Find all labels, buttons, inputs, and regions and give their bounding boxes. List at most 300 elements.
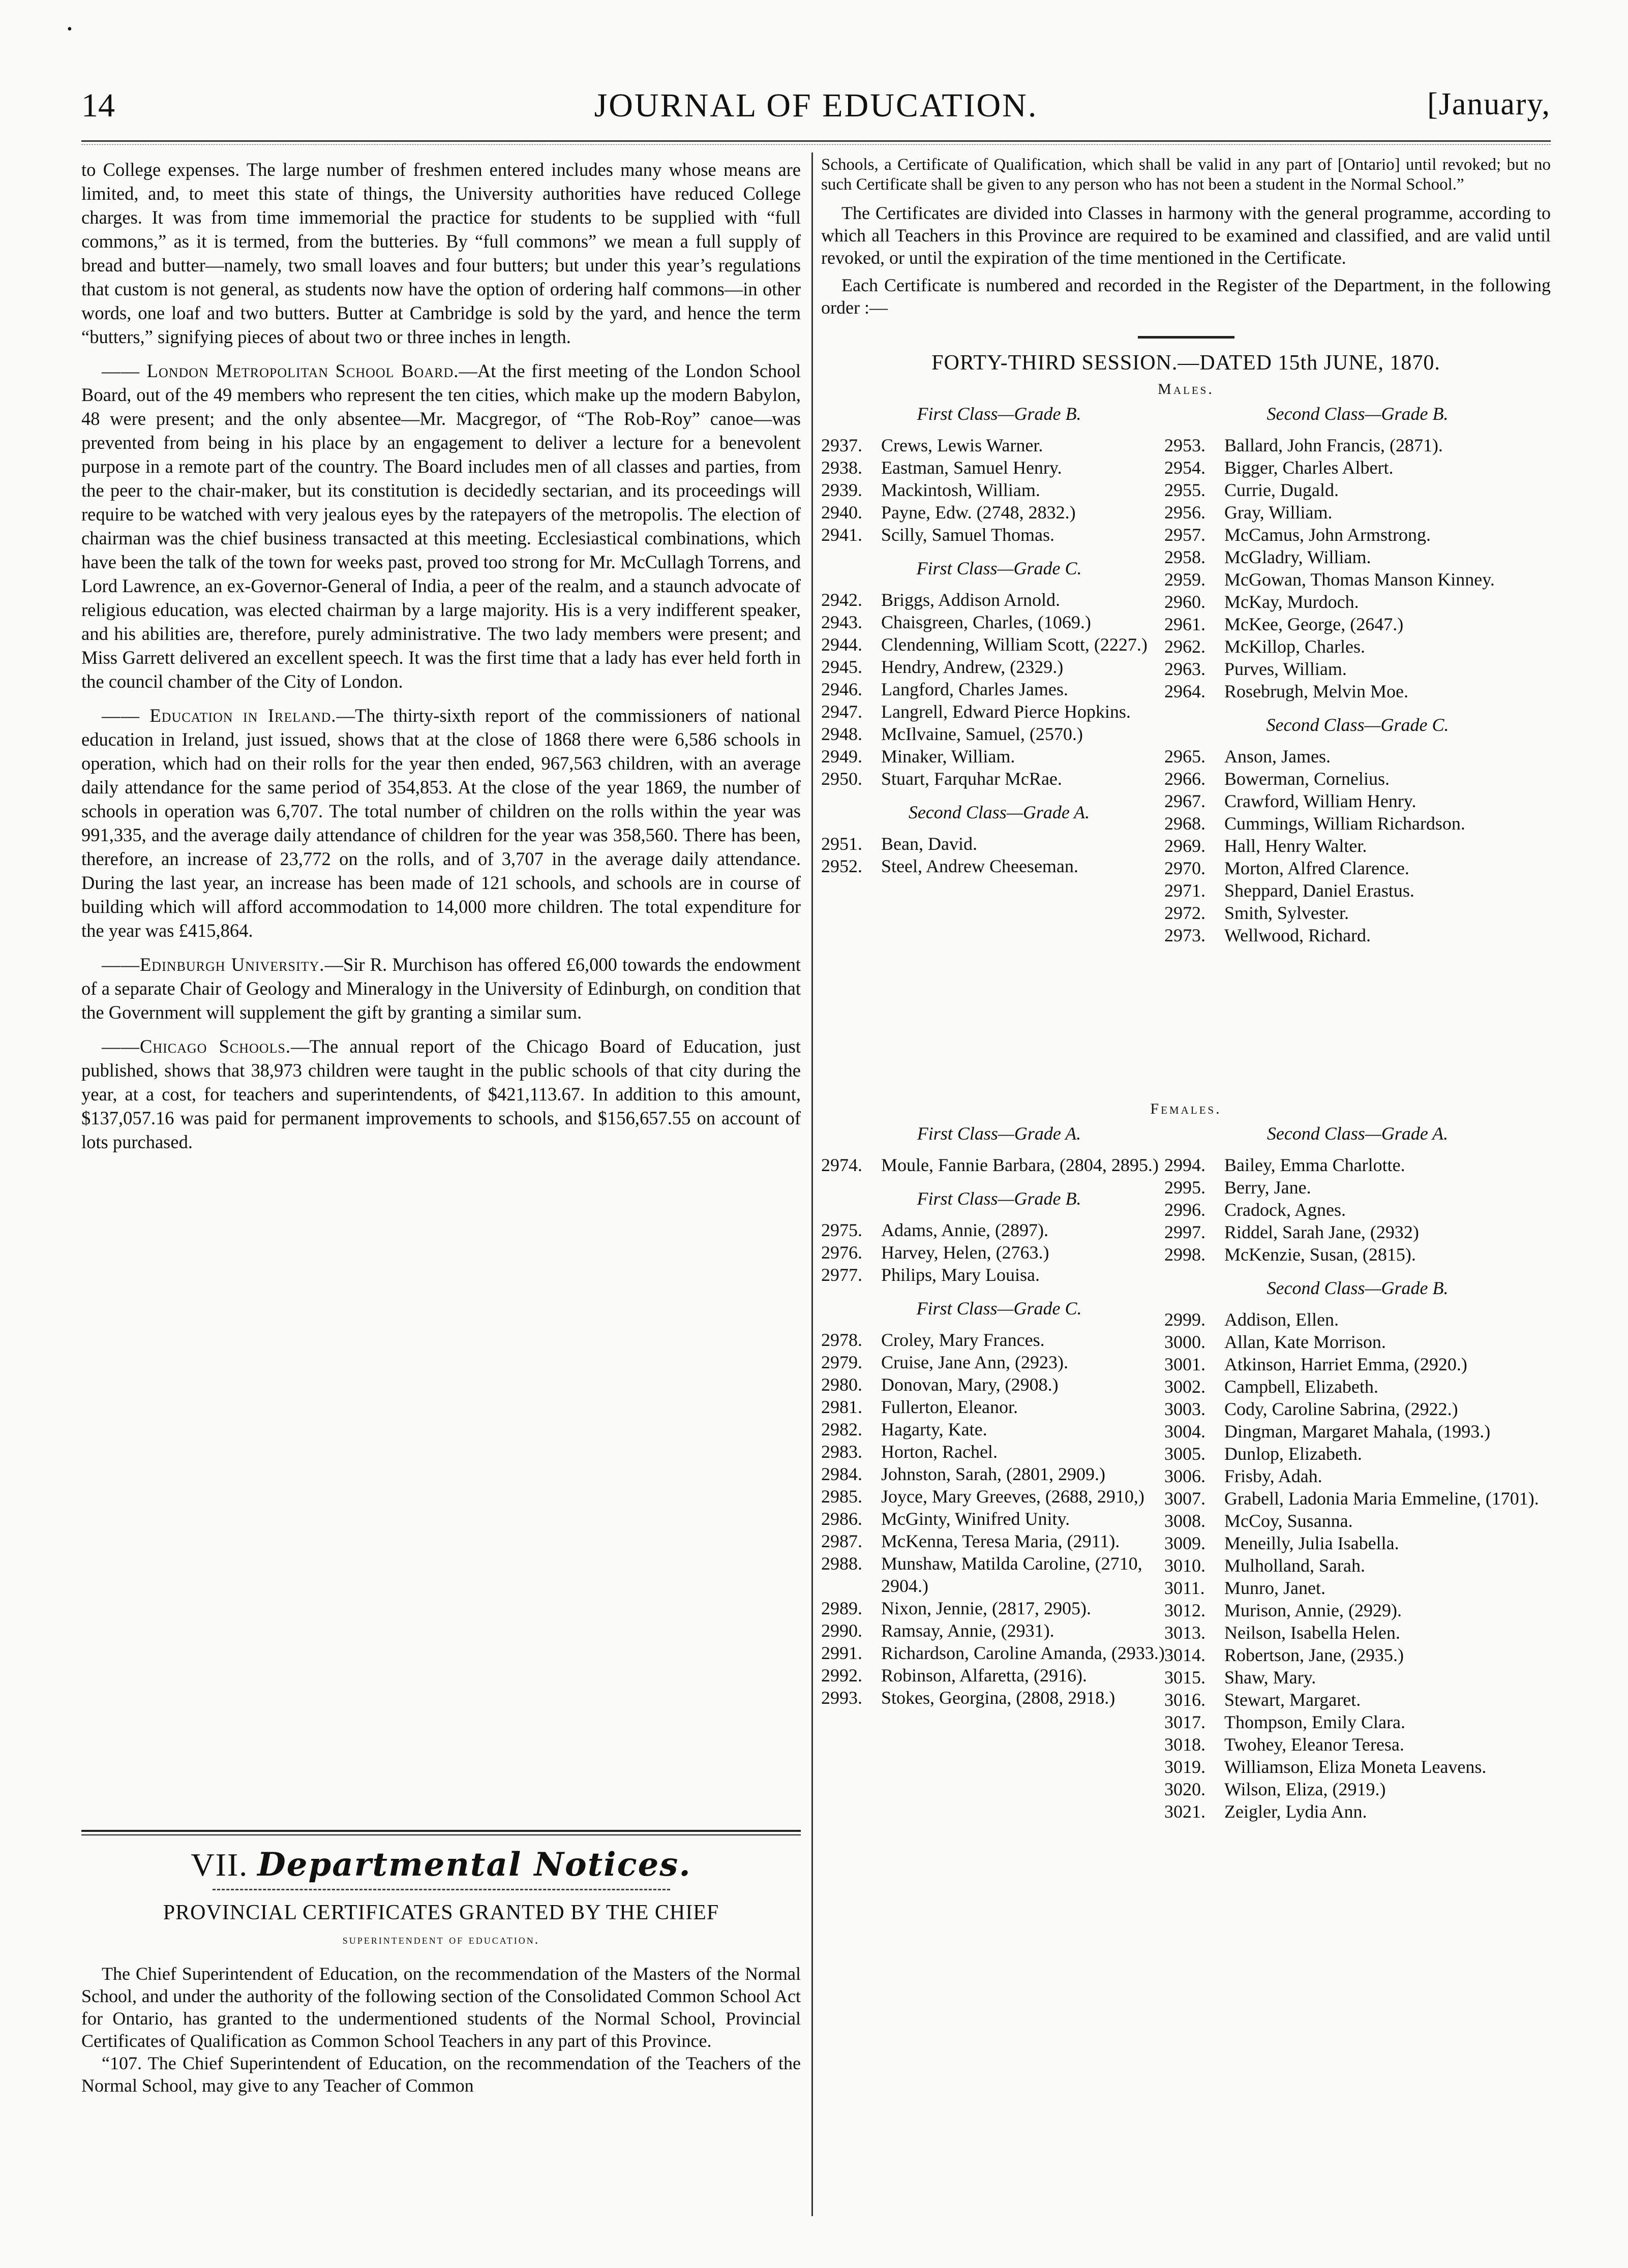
females-column-right	[1164, 1122, 1551, 1823]
males-label: Males.	[1158, 381, 1214, 397]
certificate-number: 2983.	[821, 1442, 862, 1462]
certificate-entry	[1164, 479, 1551, 501]
text-education-ireland: —The thirty-sixth report of the commissioners of national education in Ireland, just issued, shows that at the close of 1868 there were 6,586 schools in operation, which had on their rolls for the year then ended, 967,563 children, with an average daily attendance for the same period of 354,853. At the close of the year 1869, the number of schools in operation was 6,707. The total number of children on the rolls within the year was 991,335, and the average daily attendance of children for the year was 358,560. There has been, therefore, an increase of 23,772 on the rolls, and of 3,707 in the average daily attendance. During the last year, an increase has been made of 121 schools, and schools are in course of building which will afford accommodation to 14,000 more children. The total expenditure for the year was £415,864.	[81, 705, 801, 941]
month-label: [January,	[1427, 87, 1551, 121]
certificate-number: 2975.	[821, 1220, 862, 1240]
teacher-name: Briggs, Addison Arnold.	[881, 590, 1061, 610]
teacher-name: Wellwood, Richard.	[1224, 925, 1371, 945]
certificate-entry	[821, 700, 1177, 723]
teacher-name: McIlvaine, Samuel, (2570.)	[881, 724, 1083, 744]
certificate-entry	[821, 1642, 1177, 1664]
certificate-entry	[821, 745, 1177, 768]
header-rule-dashed	[81, 144, 1551, 145]
certificate-number: 2959.	[1164, 569, 1205, 590]
teacher-name: McKee, George, (2647.)	[1224, 614, 1404, 634]
certificate-number: 2988.	[821, 1553, 862, 1574]
certificates-heading: PROVINCIAL CERTIFICATES GRANTED BY THE CHIEF	[163, 1901, 719, 1924]
certificate-number: 2942.	[821, 590, 862, 610]
certificate-number: 2999.	[1164, 1309, 1205, 1330]
certificate-entry	[821, 1530, 1177, 1552]
teacher-name: Bean, David.	[881, 834, 977, 854]
certificate-number: 3004.	[1164, 1421, 1205, 1442]
teacher-name: Mackintosh, William.	[881, 480, 1040, 500]
certificate-entry	[821, 1329, 1177, 1351]
certificate-entry	[821, 611, 1177, 633]
certificate-number: 2993.	[821, 1688, 862, 1708]
teacher-name: Stewart, Margaret.	[1224, 1690, 1361, 1710]
certificate-number: 2971.	[1164, 880, 1205, 901]
certificate-entry	[1164, 1778, 1551, 1800]
left-column	[81, 158, 801, 1164]
teacher-name: Eastman, Samuel Henry.	[881, 457, 1062, 478]
teacher-name: Minaker, William.	[881, 746, 1015, 767]
teacher-name: Dunlop, Elizabeth.	[1224, 1444, 1362, 1464]
teacher-name: Langford, Charles James.	[881, 679, 1068, 699]
certificate-number: 2958.	[1164, 547, 1205, 567]
teacher-name: Fullerton, Eleanor.	[881, 1397, 1018, 1417]
certificate-number: 2994.	[1164, 1155, 1205, 1175]
teacher-name: McGladry, William.	[1224, 547, 1371, 567]
certificate-entry	[821, 1664, 1177, 1687]
teacher-name: Bowerman, Cornelius.	[1224, 769, 1390, 789]
certificate-entry	[821, 1418, 1177, 1441]
certificate-number: 3013.	[1164, 1622, 1205, 1643]
teacher-name: Hall, Henry Walter.	[1224, 836, 1367, 856]
teacher-name: Crawford, William Henry.	[1224, 791, 1416, 811]
teacher-name: Philips, Mary Louisa.	[881, 1265, 1040, 1285]
teacher-name: Neilson, Isabella Helen.	[1224, 1622, 1400, 1643]
certificate-number: 3018.	[1164, 1734, 1205, 1755]
certificate-entry	[1164, 613, 1551, 635]
teacher-name: Nixon, Jennie, (2817, 2905).	[881, 1598, 1091, 1618]
statute-continuation: Schools, a Certificate of Qualification, which shall be valid in any part of [Ontario] until revoked; but no such Certificate shall be given to any person who has not been a student in the Normal School.”	[821, 156, 1551, 194]
certificate-entry	[1164, 568, 1551, 591]
certificate-number: 3012.	[1164, 1600, 1205, 1620]
teacher-name: Mulholland, Sarah.	[1224, 1555, 1365, 1576]
certificate-number: 2954.	[1164, 457, 1205, 478]
certificate-number: 2968.	[1164, 813, 1205, 834]
certificate-entry	[1164, 1465, 1551, 1487]
teacher-name: Currie, Dugald.	[1224, 480, 1339, 500]
certificate-number: 2955.	[1164, 480, 1205, 500]
teacher-name: Williamson, Eliza Moneta Leavens.	[1224, 1757, 1487, 1777]
teacher-name: Smith, Sylvester.	[1224, 903, 1349, 923]
certificate-entry	[1164, 790, 1551, 812]
section-title-text: Departmental Notices.	[257, 1846, 691, 1884]
certificate-entry	[821, 1373, 1177, 1396]
teacher-name: Scilly, Samuel Thomas.	[881, 525, 1054, 545]
teacher-name: Rosebrugh, Melvin Moe.	[1224, 681, 1408, 701]
certificate-entry	[821, 1396, 1177, 1418]
paragraph-edinburgh-university	[81, 953, 801, 1024]
column-divider	[811, 152, 813, 2216]
certificate-entry	[1164, 857, 1551, 879]
teacher-name: Clendenning, William Scott, (2227.)	[881, 634, 1148, 655]
certificate-number: 2979.	[821, 1352, 862, 1372]
section-number: VII.	[191, 1847, 249, 1883]
females-column-left	[821, 1122, 1177, 1709]
certificate-number: 2992.	[821, 1665, 862, 1685]
paragraph-chicago-schools	[81, 1034, 801, 1154]
certificate-entry	[1164, 835, 1551, 857]
section-title	[81, 1846, 801, 1884]
teacher-name: Gray, William.	[1224, 502, 1333, 523]
lead-chicago-schools: ——Chicago Schools.	[102, 1036, 291, 1057]
certificate-number: 2995.	[1164, 1177, 1205, 1198]
certificate-number: 2991.	[821, 1643, 862, 1663]
statute-paragraph: “107. The Chief Superintendent of Education, on the recommendation of the Teachers of the Normal School, may give to any Teacher of Common	[81, 2053, 801, 2096]
males-column-left	[821, 403, 1177, 877]
certificate-number: 3005.	[1164, 1444, 1205, 1464]
certificate-number: 2989.	[821, 1598, 862, 1618]
journal-title: JOURNAL OF EDUCATION.	[594, 87, 1038, 124]
teacher-name: Grabell, Ladonia Maria Emmeline, (1701).	[1224, 1488, 1539, 1509]
teacher-name: Berry, Jane.	[1224, 1177, 1311, 1198]
teacher-name: McKay, Murdoch.	[1224, 592, 1359, 612]
certificate-number: 2944.	[821, 634, 862, 655]
teacher-name: Anson, James.	[1224, 746, 1331, 767]
certificate-entry	[1164, 902, 1551, 924]
certificate-entry	[821, 1485, 1177, 1508]
certificate-entry	[1164, 768, 1551, 790]
certificate-entry	[1164, 879, 1551, 902]
teacher-name: Thompson, Emily Clara.	[1224, 1712, 1405, 1732]
certificate-number: 2966.	[1164, 769, 1205, 789]
teacher-name: McKenzie, Susan, (2815).	[1224, 1244, 1416, 1265]
certificate-number: 3011.	[1164, 1578, 1205, 1598]
certificate-number: 2996.	[1164, 1200, 1205, 1220]
grade-group-heading: Second Class—Grade C.	[1266, 715, 1449, 735]
certificate-entry	[1164, 1689, 1551, 1711]
certificate-entry	[1164, 456, 1551, 479]
lead-education-ireland: —— Education in Ireland.	[102, 705, 337, 726]
certificate-entry	[821, 1241, 1177, 1264]
certificate-entry	[821, 456, 1177, 479]
certificate-entry	[821, 1687, 1177, 1709]
certificate-number: 2962.	[1164, 636, 1205, 657]
certificate-entry	[1164, 1577, 1551, 1599]
certificate-entry	[821, 633, 1177, 656]
teacher-name: Shaw, Mary.	[1224, 1667, 1316, 1688]
teacher-name: Murison, Annie, (2929).	[1224, 1600, 1402, 1620]
grade-group-heading: First Class—Grade C.	[916, 1298, 1082, 1319]
certificate-entry	[1164, 524, 1551, 546]
certificate-number: 2976.	[821, 1242, 862, 1263]
certificate-entry	[821, 1351, 1177, 1373]
teacher-name: Munshaw, Matilda Caroline, (2710, 2904.)	[881, 1553, 1142, 1596]
paragraph-education-ireland	[81, 703, 801, 942]
grade-group-heading: First Class—Grade B.	[917, 404, 1081, 424]
certificate-entry	[1164, 1599, 1551, 1621]
certificates-intro	[81, 1963, 801, 2097]
certificate-entry	[1164, 1554, 1551, 1577]
certificate-entry	[1164, 1398, 1551, 1420]
teacher-name: Purves, William.	[1224, 659, 1347, 679]
certificate-number: 3019.	[1164, 1757, 1205, 1777]
certificate-number: 2956.	[1164, 502, 1205, 523]
certificate-entry	[821, 678, 1177, 700]
certificate-number: 2986.	[821, 1509, 862, 1529]
teacher-name: Cradock, Agnes.	[1224, 1200, 1346, 1220]
grade-group-heading: First Class—Grade A.	[917, 1123, 1081, 1144]
certificate-entry	[821, 723, 1177, 745]
certificate-entry	[1164, 1221, 1551, 1243]
certificate-number: 3003.	[1164, 1399, 1205, 1419]
certificate-number: 2982.	[821, 1419, 862, 1439]
certificate-entry	[1164, 1532, 1551, 1554]
certificate-number: 2953.	[1164, 435, 1205, 455]
teacher-name: Ramsay, Annie, (2931).	[881, 1620, 1054, 1641]
certificate-entry	[1164, 1666, 1551, 1689]
certificate-number: 3010.	[1164, 1555, 1205, 1576]
teacher-name: Bailey, Emma Charlotte.	[1224, 1155, 1405, 1175]
teacher-name: Chaisgreen, Charles, (1069.)	[881, 612, 1091, 632]
certificate-entry	[821, 833, 1177, 855]
certificate-entry	[1164, 1487, 1551, 1510]
certificate-entry	[821, 1264, 1177, 1286]
certificate-number: 2957.	[1164, 525, 1205, 545]
teacher-name: Cody, Caroline Sabrina, (2922.)	[1224, 1399, 1458, 1419]
certificate-number: 2937.	[821, 435, 862, 455]
certificate-number: 2978.	[821, 1330, 862, 1350]
certificate-number: 2985.	[821, 1486, 862, 1507]
lead-edinburgh-university: ——Edinburgh University.	[102, 954, 325, 975]
certificate-number: 2998.	[1164, 1244, 1205, 1265]
certificate-number: 2949.	[821, 746, 862, 767]
certificate-entry	[1164, 924, 1551, 946]
teacher-name: Riddel, Sarah Jane, (2932)	[1224, 1222, 1419, 1242]
certificate-number: 2977.	[821, 1265, 862, 1285]
males-list	[821, 403, 1551, 1094]
certificate-entry	[821, 768, 1177, 790]
teacher-name: Meneilly, Julia Isabella.	[1224, 1533, 1399, 1553]
certificate-entry	[1164, 1733, 1551, 1756]
certificate-number: 2947.	[821, 701, 862, 722]
certificate-entry	[821, 479, 1177, 501]
page-header	[81, 86, 1551, 137]
certificate-number: 2950.	[821, 769, 862, 789]
classes-paragraph: The Certificates are divided into Classes in harmony with the general programme, according to which all Teachers in this Province are required to be examined and classified, and are valid until revoked, or until the expiration of the time mentioned in the Certificate.	[821, 203, 1551, 268]
teacher-name: Crews, Lewis Warner.	[881, 435, 1043, 455]
teacher-name: Cruise, Jane Ann, (2923).	[881, 1352, 1068, 1372]
certificate-entry	[1164, 1443, 1551, 1465]
certificate-entry	[821, 589, 1177, 611]
page-number: 14	[81, 87, 115, 124]
certificate-entry	[821, 1552, 1177, 1597]
certificate-entry	[1164, 1711, 1551, 1733]
certificate-number: 3002.	[1164, 1376, 1205, 1397]
grade-group-heading: Second Class—Grade B.	[1267, 1278, 1449, 1298]
females-label: Females.	[1150, 1100, 1222, 1117]
teacher-name: Allan, Kate Morrison.	[1224, 1332, 1386, 1352]
certificate-entry	[821, 1154, 1177, 1176]
teacher-name: Steel, Andrew Cheeseman.	[881, 856, 1078, 876]
certificate-entry	[1164, 635, 1551, 658]
paragraph-college-expenses: to College expenses. The large number of freshmen entered includes many whose means are limited, and, to meet this state of things, the University authorities have reduced College charges. It was from time immemorial the practice for students to be supplied with “full commons,” as it is termed, from the butteries. By “full commons” we mean a full supply of bread and butter—namely, two small loaves and four butters; but under this year’s regulations that custom is not general, as students now have the option of ordering half commons—in other words, one loaf and two butters. Butter at Cambridge is sold by the yard, and hence the term “butters,” signifying pieces of about two or three inches in length.	[81, 159, 801, 347]
paragraph-london-school-board	[81, 359, 801, 693]
teacher-name: Campbell, Elizabeth.	[1224, 1376, 1378, 1397]
certificate-entry	[1164, 812, 1551, 835]
certificate-number: 2965.	[1164, 746, 1205, 767]
certificate-entry	[821, 1463, 1177, 1485]
section-double-rule	[81, 1830, 801, 1835]
certificate-entry	[1164, 1353, 1551, 1375]
certificate-number: 2939.	[821, 480, 862, 500]
certificate-number: 3007.	[1164, 1488, 1205, 1509]
header-rule	[81, 140, 1551, 142]
certificate-entry	[1164, 1420, 1551, 1443]
certificate-number: 3006.	[1164, 1466, 1205, 1486]
certificate-entry	[821, 1441, 1177, 1463]
certificate-entry	[1164, 680, 1551, 702]
certificate-entry	[1164, 1800, 1551, 1823]
certificate-entry	[1164, 434, 1551, 456]
certificate-entry	[1164, 501, 1551, 524]
certificate-number: 3009.	[1164, 1533, 1205, 1553]
teacher-name: Robertson, Jane, (2935.)	[1224, 1645, 1404, 1665]
certificate-number: 2940.	[821, 502, 862, 523]
certificate-number: 2970.	[1164, 858, 1205, 878]
teacher-name: Robinson, Alfaretta, (2916).	[881, 1665, 1087, 1685]
grade-group-heading: Second Class—Grade A.	[1267, 1123, 1449, 1144]
right-column	[821, 155, 1551, 2139]
certificate-number: 3000.	[1164, 1332, 1205, 1352]
teacher-name: McGinty, Winifred Unity.	[881, 1509, 1070, 1529]
section-dashed-rule	[213, 1889, 670, 1890]
teacher-name: McGowan, Thomas Manson Kinney.	[1224, 569, 1495, 590]
text-edinburgh-university: —Sir R. Murchison has offered £6,000 towards the endowment of a separate Chair of Geology and Mineralogy in the University of Edinburgh, on condition that the Government will supplement the gift by granting a similar sum.	[81, 954, 801, 1023]
certificate-entry	[821, 434, 1177, 456]
teacher-name: McCamus, John Armstrong.	[1224, 525, 1431, 545]
grade-group-heading: Second Class—Grade A.	[908, 802, 1090, 822]
certificate-number: 2974.	[821, 1155, 862, 1175]
certificate-number: 2972.	[1164, 903, 1205, 923]
certificate-entry	[821, 1508, 1177, 1530]
certificate-entry	[1164, 658, 1551, 680]
certificate-entry	[1164, 1331, 1551, 1353]
certificate-entry	[1164, 1621, 1551, 1644]
teacher-name: Johnston, Sarah, (2801, 2909.)	[881, 1464, 1105, 1484]
certificate-number: 2969.	[1164, 836, 1205, 856]
intro-paragraph: The Chief Superintendent of Education, on the recommendation of the Masters of the Normal School, and under the authority of the following section of the Consolidated Common School Act for Ontario, has granted to the undermentioned students of the Normal School, Provincial Certificates of Qualification as Common School Teachers in any part of this Province.	[81, 1964, 801, 2051]
certificate-number: 2963.	[1164, 659, 1205, 679]
certificate-entry	[1164, 1756, 1551, 1778]
grade-group-heading: First Class—Grade B.	[917, 1188, 1081, 1209]
certificate-entry	[821, 1219, 1177, 1241]
certificate-entry	[1164, 745, 1551, 768]
certificate-number: 2945.	[821, 657, 862, 677]
teacher-name: Cummings, William Richardson.	[1224, 813, 1465, 834]
certificate-number: 3015.	[1164, 1667, 1205, 1688]
teacher-name: Stuart, Farquhar McRae.	[881, 769, 1062, 789]
certificate-entry	[821, 501, 1177, 524]
teacher-name: McKillop, Charles.	[1224, 636, 1365, 657]
teacher-name: Hendry, Andrew, (2329.)	[881, 657, 1064, 677]
certificate-number: 3017.	[1164, 1712, 1205, 1732]
certificate-number: 2964.	[1164, 681, 1205, 701]
teacher-name: Langrell, Edward Pierce Hopkins.	[881, 701, 1131, 722]
certificate-entry	[821, 656, 1177, 678]
certificate-number: 2941.	[821, 525, 862, 545]
certificate-entry	[1164, 546, 1551, 568]
teacher-name: Zeigler, Lydia Ann.	[1224, 1801, 1367, 1822]
certificate-entry	[821, 524, 1177, 546]
teacher-name: Frisby, Adah.	[1224, 1466, 1322, 1486]
certificate-entry	[1164, 1644, 1551, 1666]
certificate-number: 2984.	[821, 1464, 862, 1484]
teacher-name: Horton, Rachel.	[881, 1442, 998, 1462]
teacher-name: Addison, Ellen.	[1224, 1309, 1339, 1330]
teacher-name: Harvey, Helen, (2763.)	[881, 1242, 1049, 1263]
text-chicago-schools: —The annual report of the Chicago Board of Education, just published, shows that 38,973 children were taught in the public schools of that city during the year, at a cost, for teachers and superintendents, of $421,113.67. In addition to this amount, $137,057.16 was paid for permanent improvements to schools, and $156,657.55 on account of lots purchased.	[81, 1036, 801, 1152]
teacher-name: Munro, Janet.	[1224, 1578, 1325, 1598]
teacher-name: Dingman, Margaret Mahala, (1993.)	[1224, 1421, 1491, 1442]
certificate-number: 2997.	[1164, 1222, 1205, 1242]
register-paragraph: Each Certificate is numbered and recorded in the Register of the Department, in the following order :—	[821, 275, 1551, 318]
lead-london-school-board: —— London Metropolitan School Board.	[102, 360, 459, 381]
certificate-entry	[1164, 1510, 1551, 1532]
certificate-number: 2938.	[821, 457, 862, 478]
teacher-name: McCoy, Susanna.	[1224, 1511, 1353, 1531]
certificate-number: 3020.	[1164, 1779, 1205, 1799]
certificate-number: 2952.	[821, 856, 862, 876]
teacher-name: Payne, Edw. (2748, 2832.)	[881, 502, 1076, 523]
certificate-number: 2948.	[821, 724, 862, 744]
certificate-entry	[1164, 1176, 1551, 1199]
certificate-number: 2990.	[821, 1620, 862, 1641]
teacher-name: Ballard, John Francis, (2871).	[1224, 435, 1443, 455]
certificate-number: 2980.	[821, 1374, 862, 1395]
certificate-entry	[1164, 1375, 1551, 1398]
teacher-name: Croley, Mary Frances.	[881, 1330, 1045, 1350]
certificate-entry	[821, 1597, 1177, 1619]
teacher-name: Morton, Alfred Clarence.	[1224, 858, 1409, 878]
certificate-entry	[821, 1619, 1177, 1642]
certificate-entry	[1164, 1308, 1551, 1331]
teacher-name: Bigger, Charles Albert.	[1224, 457, 1394, 478]
certificate-number: 2951.	[821, 834, 862, 854]
teacher-name: Joyce, Mary Greeves, (2688, 2910,)	[881, 1486, 1144, 1507]
certificate-number: 2981.	[821, 1397, 862, 1417]
females-list	[821, 1122, 1551, 2139]
section-departmental-notices	[81, 1830, 801, 2097]
short-rule	[1138, 336, 1234, 339]
text-london-school-board: —At the first meeting of the London School Board, out of the 49 members who represent the ten cities, which make up the modern Babylon, 48 were present; and the only absentee—Mr. Macgregor, of “The Rob-Roy” canoe—was prevented from being in his place by an engagement to deliver a lecture for a benevolent purpose in a remote part of the country. The Board includes men of all classes and parties, from the peer to the chair-maker, but its constitution is decidedly sectarian, and its proceedings will require to be watched with very jealous eyes by the ratepayers of the metropolis. The election of chairman was the chief business transacted at this meeting. Ecclesiastical combinations, which have been the talk of the town for weeks past, proved too strong for Mr. McCullagh Torrens, and Lord Lawrence, an ex-Governor-General of India, a peer of the realm, and a staunch advocate of religious education, was elected chairman by a large majority. His is a very indifferent speaker, and his abilities are, therefore, purely administrative. The two lady members were present; and Miss Garrett delivered an excellent speech. It was the first time that a lady has ever held forth in the council chamber of the City of London.	[81, 360, 801, 692]
certificate-entry	[1164, 1243, 1551, 1266]
certificate-number: 2967.	[1164, 791, 1205, 811]
males-column-right	[1164, 403, 1551, 946]
certificate-number: 3021.	[1164, 1801, 1205, 1822]
certificate-number: 2961.	[1164, 614, 1205, 634]
grade-group-heading: First Class—Grade C.	[916, 558, 1082, 578]
certificate-number: 3001.	[1164, 1354, 1205, 1374]
certificate-entry	[821, 855, 1177, 877]
teacher-name: Twohey, Eleanor Teresa.	[1224, 1734, 1404, 1755]
page-mark: •	[67, 21, 72, 37]
certificate-number: 2946.	[821, 679, 862, 699]
certificate-number: 2943.	[821, 612, 862, 632]
teacher-name: Wilson, Eliza, (2919.)	[1224, 1779, 1386, 1799]
teacher-name: Stokes, Georgina, (2808, 2918.)	[881, 1688, 1116, 1708]
session-heading: FORTY-THIRD SESSION.—DATED 15th JUNE, 1870.	[931, 351, 1440, 375]
teacher-name: Hagarty, Kate.	[881, 1419, 987, 1439]
teacher-name: Atkinson, Harriet Emma, (2920.)	[1224, 1354, 1467, 1374]
certificate-number: 3008.	[1164, 1511, 1205, 1531]
certificate-entry	[1164, 591, 1551, 613]
teacher-name: Moule, Fannie Barbara, (2804, 2895.)	[881, 1155, 1159, 1175]
grade-group-heading: Second Class—Grade B.	[1267, 404, 1449, 424]
certificate-number: 2987.	[821, 1531, 862, 1551]
